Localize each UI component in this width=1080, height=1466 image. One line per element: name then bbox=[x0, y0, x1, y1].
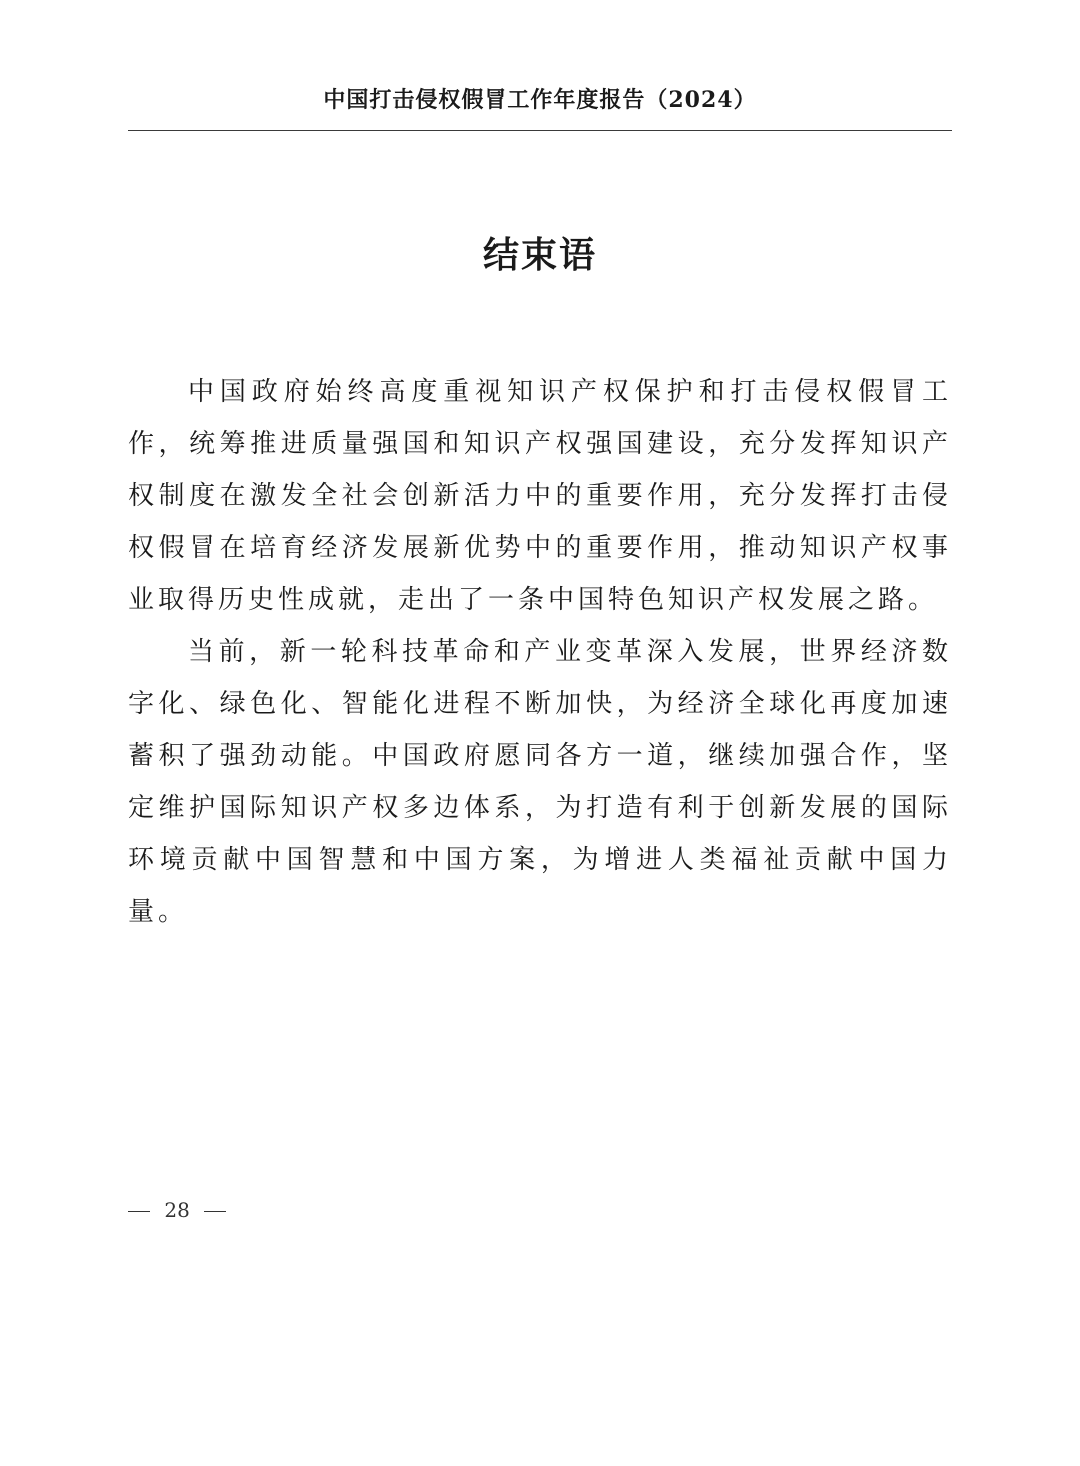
folio-dash-right bbox=[204, 1211, 226, 1212]
paragraph: 当前，新一轮科技革命和产业变革深入发展，世界经济数字化、绿色化、智能化进程不断加快，为经济全球化再度加速蓄积了强劲动能。中国政府愿同各方一道，继续加强合作，坚定维护国际知识产权多边体系，为打造有利于创新发展的国际环境贡献中国智慧和中国方案，为增进人类福祉贡献中国力量。 bbox=[128, 637, 952, 927]
paragraph: 中国政府始终高度重视知识产权保护和打击侵权假冒工作，统筹推进质量强国和知识产权强国建设，充分发挥知识产权制度在激发全社会创新活力中的重要作用，充分发挥打击侵权假冒在培育经济发展新优势中的重要作用，推动知识产权事业取得历史性成就，走出了一条中国特色知识产权发展之路。 bbox=[128, 377, 952, 615]
running-header: 中国打击侵权假冒工作年度报告（2024） bbox=[323, 87, 757, 113]
folio-dash-left bbox=[128, 1211, 150, 1212]
page-number: 28 bbox=[164, 1198, 190, 1222]
page-number-footer bbox=[128, 1196, 226, 1224]
body-text bbox=[128, 366, 952, 938]
header-divider bbox=[128, 130, 952, 131]
chapter-title: 结束语 bbox=[482, 235, 597, 276]
